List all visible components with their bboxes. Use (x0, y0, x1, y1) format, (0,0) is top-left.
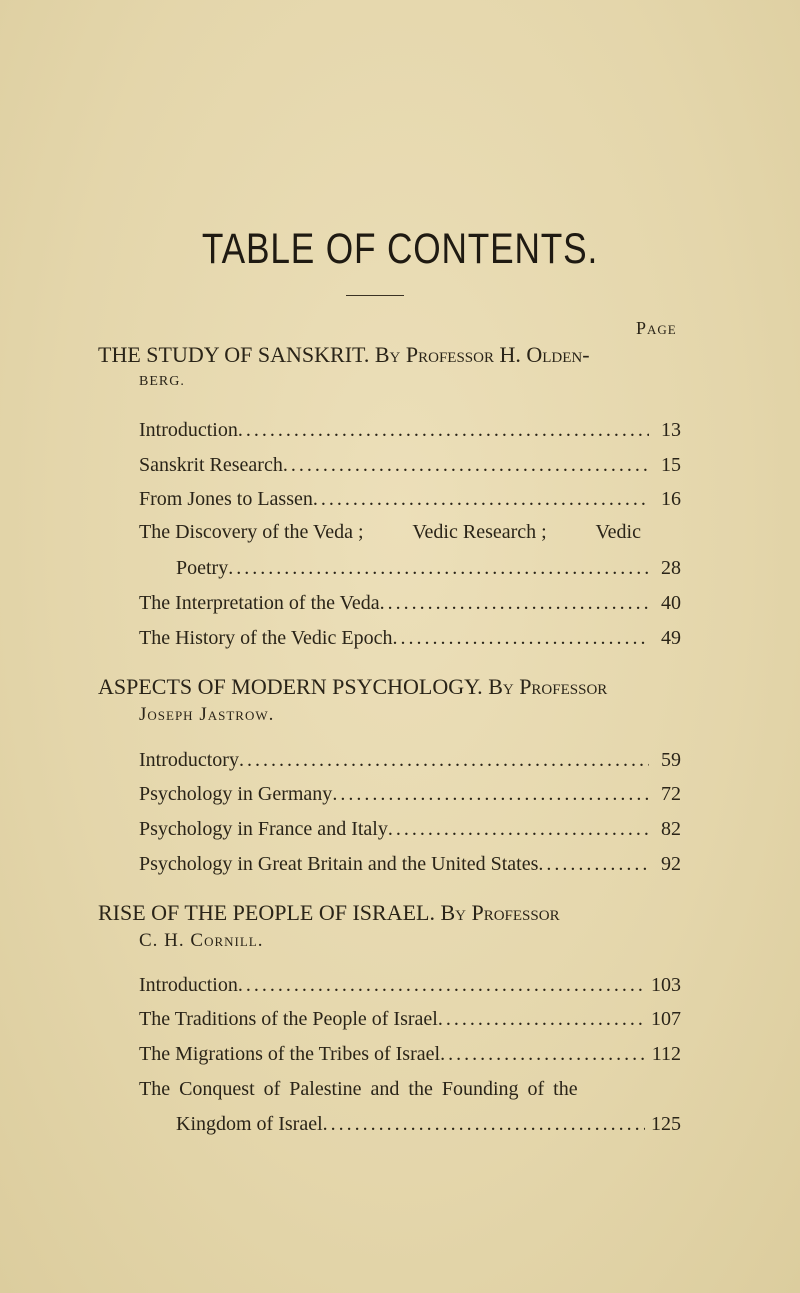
page-column-label: Page (636, 318, 677, 338)
leader-dots (392, 623, 649, 653)
section-heading-psychology (98, 672, 688, 702)
leader-dots (228, 553, 649, 583)
entry-label: The History of the Vedic Epoch (139, 627, 393, 649)
leader-dots (438, 1004, 645, 1034)
title-rule (346, 295, 404, 296)
section-title: ASPECTS OF MODERN PSYCHOLOGY. (98, 674, 483, 699)
leader-dots (283, 450, 649, 480)
entry-label: Sanskrit Research (139, 454, 283, 476)
entry-label-line1 (139, 1074, 641, 1104)
entry-label: Kingdom of Israel (176, 1113, 323, 1135)
section-title: RISE OF THE PEOPLE OF ISRAEL. (98, 900, 435, 925)
leader-dots (238, 970, 645, 1000)
section-author: By Professor (440, 900, 560, 925)
toc-entry (139, 623, 681, 653)
entry-label: Introductory (139, 749, 239, 771)
toc-entry (139, 450, 681, 480)
entry-page: 28 (661, 557, 681, 579)
toc-entry (139, 484, 681, 514)
entry-label: Psychology in Germany (139, 783, 333, 805)
section-author: By Professor H. Olden- (374, 342, 590, 367)
entry-page: 112 (651, 1043, 681, 1065)
entry-label: The Migrations of the Tribes of Israel (139, 1043, 441, 1065)
entry-label: Poetry (176, 557, 229, 579)
toc-entry (139, 588, 681, 618)
entry-page: 16 (661, 488, 681, 510)
entry-page: 92 (661, 853, 681, 875)
entry-page: 13 (661, 419, 681, 441)
toc-entry (176, 553, 681, 583)
entry-label: The Interpretation of the Veda (139, 592, 380, 614)
leader-dots (388, 814, 649, 844)
entry-page: 103 (651, 974, 681, 996)
entry-label: Psychology in France and Italy (139, 818, 388, 840)
leader-dots (538, 849, 649, 879)
entry-page: 40 (661, 592, 681, 614)
entry-label: The Traditions of the People of Israel (139, 1008, 438, 1030)
leader-dots (238, 415, 649, 445)
entry-label: Introduction (139, 974, 238, 996)
entry-page: 82 (661, 818, 681, 840)
toc-entry (139, 745, 681, 775)
leader-dots (332, 779, 649, 809)
toc-entry (176, 1109, 681, 1139)
entry-label-part: Vedic (595, 521, 641, 543)
section-title: THE STUDY OF SANSKRIT. (98, 342, 370, 367)
section-author-cont: C. H. Cornill. (139, 930, 264, 951)
entry-page: 107 (651, 1008, 681, 1030)
toc-entry (139, 1004, 681, 1034)
page-title: TABLE OF CONTENTS. (201, 225, 599, 273)
entry-page: 125 (651, 1113, 681, 1135)
leader-dots (313, 484, 649, 514)
entry-label: Psychology in Great Britain and the United States (139, 853, 539, 875)
entry-label-part: The Discovery of the Veda ; (139, 521, 364, 543)
toc-entry (139, 779, 681, 809)
section-author: By Professor (488, 674, 608, 699)
toc-entry (139, 849, 681, 879)
entry-label-line1 (139, 517, 641, 547)
toc-entry (139, 970, 681, 1000)
entry-label-part: The Conquest of Palestine and the Founding of the (139, 1078, 578, 1100)
section-heading-sanskrit (98, 340, 688, 370)
section-author-cont: Joseph Jastrow. (139, 704, 275, 725)
entry-label: From Jones to Lassen (139, 488, 313, 510)
entry-label: Introduction (139, 419, 238, 441)
leader-dots (440, 1039, 646, 1069)
entry-page: 72 (661, 783, 681, 805)
section-author-cont: BERG. (139, 374, 185, 389)
leader-dots (323, 1109, 645, 1139)
leader-dots (380, 588, 649, 618)
entry-label-part: Vedic Research ; (412, 521, 547, 543)
entry-page: 59 (661, 749, 681, 771)
entry-page: 15 (661, 454, 681, 476)
section-heading-israel (98, 898, 688, 928)
toc-entry (139, 415, 681, 445)
toc-entry (139, 1039, 681, 1069)
leader-dots (239, 745, 649, 775)
entry-page: 49 (661, 627, 681, 649)
toc-entry (139, 814, 681, 844)
